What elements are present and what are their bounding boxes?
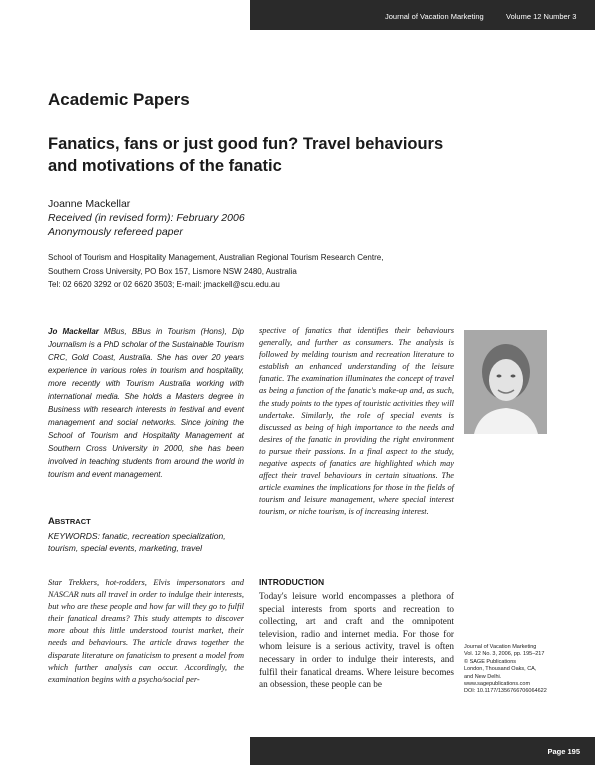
affiliation-line: School of Tourism and Hospitality Management, Australian Regional Tourism Research Centre, (48, 253, 384, 262)
page-number: Page 195 (547, 747, 580, 756)
introduction-text: Today's leisure world encompasses a plethora of special interests from sports and recreation to collecting, art and craft and the omnipotent television, radio and internet media. For those for whom leisure is a serious activity, travel is often necessary in order to indulge their interests, and fulfil their fanatical dreams. Where leisure becomes an obsession, these people can be (259, 591, 454, 690)
header-bar (250, 0, 595, 30)
author-bio (48, 325, 244, 481)
affiliation (48, 251, 468, 292)
contact-line: Tel: 02 6620 3292 or 02 6620 3503; E-mail: jmackell@scu.edu.au (48, 280, 280, 289)
introduction-heading: INTRODUCTION (259, 577, 325, 587)
pubinfo-line: Journal of Vacation Marketing (464, 644, 537, 650)
refereed-note: Anonymously refereed paper (48, 226, 183, 238)
article-title: Fanatics, fans or just good fun? Travel behaviours and motivations of the fanatic (48, 135, 444, 175)
pubinfo-line: and New Delhi. (464, 673, 502, 680)
abstract-text-left: Star Trekkers, hot-rodders, Elvis impersonators and NASCAR nuts all travel in order to indulge their interests, but who are these people and how far will they go to fulfil their fanatical dreams? This study attempts to discover more about this little understood tourist market, their needs and behaviours. The article draws together the disparate literature on fanaticism to present a model from which further analysis can occur. Accordingly, the examination begins with a psycho/social per- (48, 578, 244, 684)
abstract-heading (48, 516, 91, 527)
author-name: Joanne Mackellar (48, 198, 131, 210)
abstract-heading-initial: A (48, 516, 55, 527)
bio-name: Jo Mackellar (48, 327, 99, 336)
pubinfo-line: www.sagepublications.com (464, 681, 531, 688)
abstract-heading-rest: BSTRACT (54, 517, 91, 526)
received-date: Received (in revised form): February 2006 (48, 212, 245, 224)
author-photo (464, 330, 547, 434)
keywords: KEYWORDS: fanatic, recreation specialization, tourism, special events, marketing, travel (48, 531, 226, 553)
header-volume: Volume 12 Number 3 (506, 12, 577, 21)
bio-text: MBus, BBus in Tourism (Hons), Dip Journalism is a PhD scholar of the Sustainable Tourism CRC, Gold Coast, Australia. She has over 20 years experience in various roles in tourism and hospitality, more recently with Tourism Australia working with international media. She holds a Masters degree in Business with research interests in festival and event management and social networks. Since joining the School of Tourism and Hospitality Management at Southern Cross University in 2000, she has been involved in teaching students from around the world in tourism and event management. (48, 327, 244, 479)
author-photo-image (464, 330, 547, 434)
publication-info (464, 644, 592, 696)
footer-bar (250, 737, 595, 765)
section-heading: Academic Papers (48, 90, 190, 109)
abstract-text-right: spective of fanatics that identifies their behaviours generally, and further as consumers. The analysis is followed by melding tourism and recreation literature to establish an enhanced understanding of the leisure fanatic. The examination illuminates the concept of travel as being a function of the fanatic's make-up and, as such, the study points to the types of touristic activities they will undertake. Similarly, the role of special events is discussed as being of high importance to the needs and desires of the fanatic in providing the right environment to pursue their passions. In a final aspect to the study, negative aspects of fanatics are highlighted which may affect their travel behaviours in certain situations. The article examines the implications for those in the fields of tourism and leisure management, where special interest tourism, or niche tourism, is of increasing interest. (259, 326, 454, 517)
pubinfo-line: London, Thousand Oaks, CA, (464, 666, 537, 673)
pubinfo-line: Vol. 12 No. 3, 2006, pp. 195–217 (464, 651, 545, 658)
header-journal-name: Journal of Vacation Marketing (385, 12, 484, 21)
pubinfo-doi: DOI: 10.1177/1356766706064622 (464, 688, 547, 695)
pubinfo-line: © SAGE Publications (464, 658, 517, 665)
affiliation-line: Southern Cross University, PO Box 157, Lismore NSW 2480, Australia (48, 266, 297, 276)
